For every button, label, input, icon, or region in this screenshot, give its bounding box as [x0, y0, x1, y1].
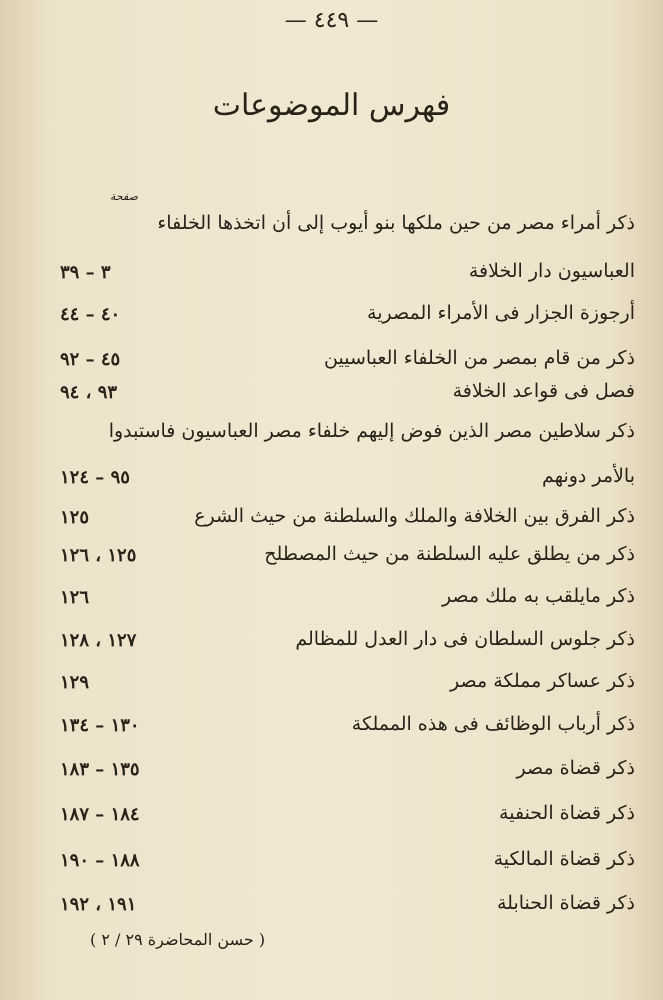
entry-12-page: ١٢٩ — [60, 672, 90, 693]
entry-3-page: ٤٠ – ٤٤ — [60, 304, 121, 325]
page-title: فهرس الموضوعات — [212, 88, 451, 123]
entry-10-page: ١٢٦ — [60, 587, 90, 608]
entry-17-text: ذكر قضاة الحنابلة — [497, 892, 635, 914]
entry-2-text: العباسيون دار الخلافة — [468, 260, 635, 282]
entry-8-text: ذكر الفرق بين الخلافة والملك والسلطنة من حيث الشرع — [194, 505, 635, 527]
entry-16-text: ذكر قضاة المالكية — [493, 848, 635, 870]
entry-11-text: ذكر جلوس السلطان فى دار العدل للمظالم — [295, 628, 635, 650]
entry-8-page: ١٢٥ — [60, 507, 90, 528]
entry-15-text: ذكر قضاة الحنفية — [499, 802, 635, 824]
entry-4-text: ذكر من قام بمصر من الخلفاء العباسيين — [324, 347, 635, 369]
entry-5-page: ٩٣ ، ٩٤ — [60, 382, 118, 403]
footnote: ( حسن المحاضرة ٢٩ / ٢ ) — [90, 930, 266, 949]
entry-14-page: ١٣٥ – ١٨٣ — [60, 759, 140, 780]
entry-5-text: فصل فى قواعد الخلافة — [452, 380, 635, 402]
entry-4-page: ٤٥ – ٩٢ — [60, 349, 121, 370]
entry-3-text: أرجوزة الجزار فى الأمراء المصرية — [367, 302, 635, 324]
entry-15-page: ١٨٤ – ١٨٧ — [60, 804, 140, 825]
entry-12-text: ذكر عساكر مملكة مصر — [450, 670, 635, 692]
entry-9-text: ذكر من يطلق عليه السلطنة من حيث المصطلح — [264, 543, 635, 565]
entry-11-page: ١٢٧ ، ١٢٨ — [60, 630, 137, 651]
entry-17-page: ١٩١ ، ١٩٢ — [60, 894, 137, 915]
entry-7-text: بالأمر دونهم — [542, 465, 635, 487]
entry-13-page: ١٣٠ – ١٣٤ — [60, 715, 140, 736]
entry-13-text: ذكر أرباب الوظائف فى هذه المملكة — [351, 713, 635, 735]
entry-7-page: ٩٥ – ١٢٤ — [60, 467, 130, 488]
entry-6-text: ذكر سلاطين مصر الذين فوض إليهم خلفاء مصر العباسيون فاستبدوا — [108, 420, 635, 442]
entry-2-page: ٣ – ٣٩ — [60, 262, 111, 283]
entry-9-page: ١٢٥ ، ١٢٦ — [60, 545, 137, 566]
page-column-header: صفحة — [110, 190, 138, 203]
entry-1-text: ذكر أمراء مصر من حين ملكها بنو أيوب إلى أن اتخذها الخلفاء — [157, 212, 635, 234]
entry-10-text: ذكر مايلقب به ملك مصر — [441, 585, 635, 607]
entry-16-page: ١٨٨ – ١٩٠ — [60, 850, 140, 871]
page-number: — ٤٤٩ — — [284, 8, 379, 33]
entry-14-text: ذكر قضاة مصر — [516, 757, 635, 779]
